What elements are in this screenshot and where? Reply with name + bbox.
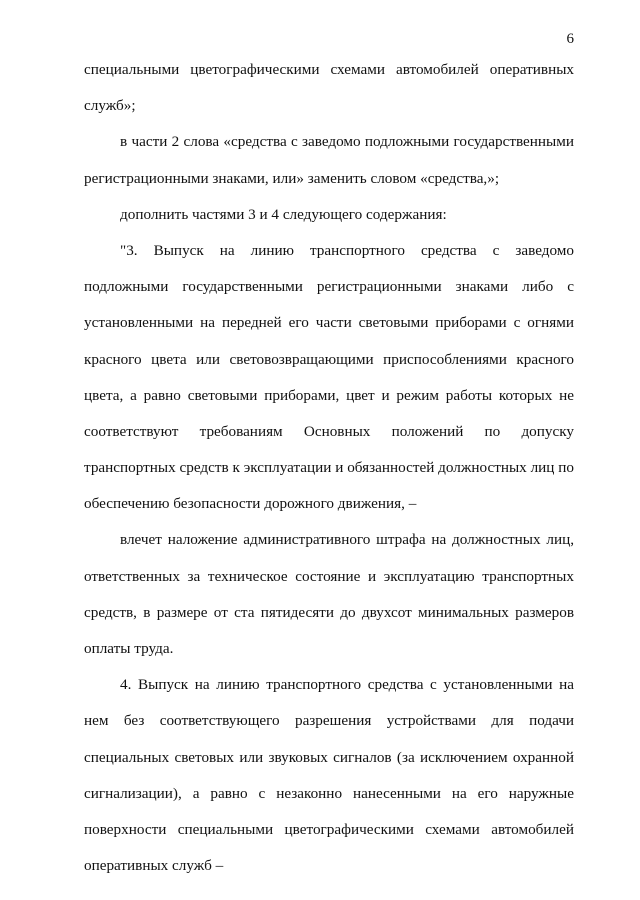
- text-line: специальными цветографическими схемами автомобилей оперативных: [84, 61, 574, 78]
- text-line: дополнить частями 3 и 4 следующего содержания:: [120, 205, 447, 223]
- text-line: нем без соответствующего разрешения устройствами для подачи: [84, 712, 574, 730]
- text-line: оперативных служб –: [84, 857, 224, 875]
- text-line: сигнализации), а равно с незаконно нанесенными на его наружные: [84, 784, 574, 802]
- text-line: в части 2 слова «средства с заведомо подложными государственными: [120, 133, 574, 151]
- text-line: "3. Выпуск на линию транспортного средства с заведомо: [120, 241, 574, 259]
- text-line: специальных световых или звуковых сигналов (за исключением охранной: [84, 748, 574, 766]
- text-line: цвета, а равно световыми приборами, цвет и режим работы которых не: [84, 386, 574, 404]
- text-line: 4. Выпуск на линию транспортного средства с установленными на: [120, 676, 574, 694]
- text-line: оплаты труда.: [84, 640, 174, 657]
- text-line: красного цвета или световозвращающими приспособлениями красного: [84, 350, 574, 368]
- text-line: средств, в размере от ста пятидесяти до двухсот минимальных размеров: [84, 603, 574, 621]
- text-line: регистрационными знаками, или» заменить словом «средства,»;: [84, 169, 500, 187]
- page-number: 6: [566, 31, 574, 47]
- text-line: ответственных за техническое состояние и эксплуатацию транспортных: [84, 567, 574, 585]
- text-line: влечет наложение административного штрафа на должностных лиц,: [120, 531, 574, 549]
- document-body: [84, 52, 574, 884]
- text-line: обеспечению безопасности дорожного движения, –: [84, 495, 417, 513]
- text-line: служб»;: [84, 97, 136, 115]
- text-line: поверхности специальными цветографическими схемами автомобилей: [84, 820, 574, 838]
- text-line: соответствуют требованиям Основных положений по допуску: [84, 422, 574, 440]
- text-line: подложными государственными регистрационными знаками либо с: [84, 278, 574, 296]
- text-line: транспортных средств к эксплуатации и обязанностей должностных лиц по: [84, 459, 574, 477]
- text-line: установленными на передней его части световыми приборами с огнями: [84, 314, 574, 332]
